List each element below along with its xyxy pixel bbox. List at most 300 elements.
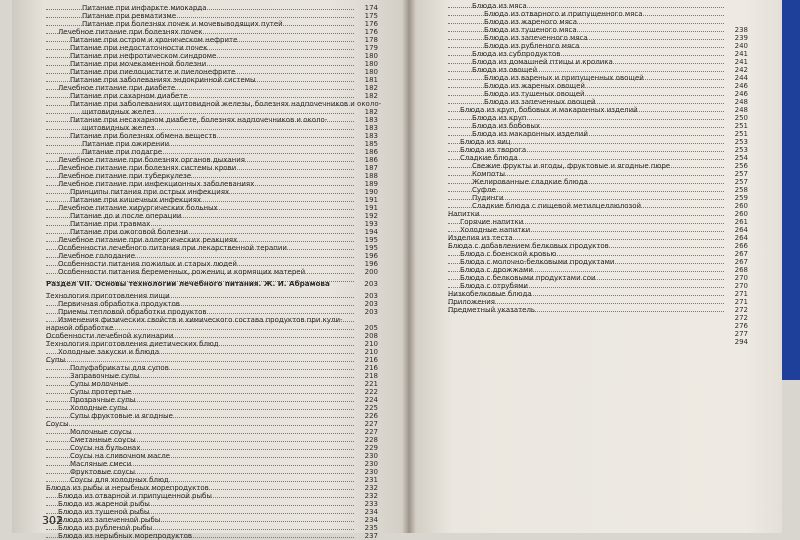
toc-entry-title: Питание при сахарном диабете (70, 92, 188, 100)
toc-entry (448, 82, 748, 90)
toc-entry-page: 264 (734, 226, 748, 234)
toc-entry-page: 191 (364, 196, 378, 204)
toc-entry (46, 332, 378, 340)
toc-entry (448, 106, 748, 114)
toc-entry (46, 292, 378, 300)
toc-entry-page: 258 (734, 186, 748, 194)
toc-entry-title: Питание при ожоговой болезни (70, 228, 188, 236)
toc-entry-page: 234 (364, 508, 378, 516)
toc-entry (46, 60, 378, 68)
toc-entry-page: 270 (734, 282, 748, 290)
toc-entry (46, 220, 378, 228)
toc-entry-title: Блюда с добавлением белковых продуктов (448, 242, 609, 250)
toc-entry (46, 364, 378, 372)
toc-entry-page: 176 (364, 20, 378, 28)
toc-entry-title: Блюда из домашней птицы и кролика (472, 58, 613, 66)
toc-entry-title: Питание при остром и хроническом нефрите (70, 36, 238, 44)
toc-entry-page: 272 (734, 314, 748, 322)
toc-entry-page: 175 (364, 12, 378, 20)
toc-entry (448, 338, 748, 346)
toc-entry-page: 225 (364, 404, 378, 412)
toc-entry-title: Сладкие блюда (460, 154, 518, 162)
toc-entry-title: Заправочные супы (70, 372, 140, 380)
toc-entry-title: Лечебное питание при болезнях почек (58, 28, 203, 36)
toc-entry (448, 42, 748, 50)
toc-entry-title: Блюда из рыбы и нерыбных морепродуктов (46, 484, 209, 492)
toc-entry (46, 188, 378, 196)
toc-entry-title: Питание при мочекаменной болезни (70, 60, 207, 68)
toc-entry-title: Питание при несахарном диабете, болезнях надпочечников и около- (70, 116, 328, 124)
toc-entry (448, 322, 748, 330)
toc-entry (448, 146, 748, 154)
toc-entry-title: Блюда из творога (460, 146, 527, 154)
toc-entry-page: 244 (734, 74, 748, 82)
toc-entry (448, 130, 748, 138)
toc-entry-title: Блюда с белковыми продуктами сои (460, 274, 596, 282)
toc-entry (46, 140, 378, 148)
toc-entry-title: Блюда из бобовых (472, 122, 541, 130)
toc-entry (448, 250, 748, 258)
toc-entry (448, 226, 748, 234)
toc-entry (46, 300, 378, 308)
toc-entry (448, 154, 748, 162)
toc-entry (46, 124, 378, 132)
toc-entry (46, 388, 378, 396)
toc-entry-title: Холодные напитки (460, 226, 531, 234)
toc-entry-title: Напитки (448, 210, 480, 218)
toc-entry-title: Блюда из запеченных овощей (484, 98, 596, 106)
toc-entry-title: Лечебное питание при болезнях органов дыхания (58, 156, 245, 164)
toc-entry-page: 216 (364, 364, 378, 372)
toc-entry-title: нарной обработке (46, 324, 114, 332)
toc-entry-title: Блюда из рубленого мяса (484, 42, 580, 50)
toc-entry-title: Супы (46, 356, 66, 364)
toc-entry (46, 68, 378, 76)
toc-entry (448, 258, 748, 266)
toc-entry (46, 228, 378, 236)
toc-entry-page: 230 (364, 452, 378, 460)
toc-entry-page: 195 (364, 236, 378, 244)
toc-entry-page: 238 (734, 26, 748, 34)
toc-entry (46, 500, 378, 508)
toc-entry-page: 174 (364, 4, 378, 12)
toc-entry-title: Блюда из жареной рыбы (58, 500, 150, 508)
toc-entry-title: Блюда из мяса (472, 2, 527, 10)
toc-entry-title: Блюда из субпродуктов (472, 50, 561, 58)
toc-entry-page: 191 (364, 204, 378, 212)
toc-entry-page: 253 (734, 138, 748, 146)
toc-entry-page: 183 (364, 132, 378, 140)
toc-entry-page: 189 (364, 180, 378, 188)
toc-entry-title: Блюда из макаронных изделий (472, 130, 588, 138)
toc-entry-page: 260 (734, 202, 748, 210)
toc-entry-page: 277 (734, 330, 748, 338)
toc-entry-title: Соусы (46, 420, 69, 428)
toc-entry (448, 298, 748, 306)
leader-dots (448, 215, 724, 216)
toc-entry (46, 420, 378, 428)
toc-entry (448, 74, 748, 82)
toc-entry-title: Технология приготовления пищи (46, 292, 170, 300)
toc-entry-page: 182 (364, 108, 378, 116)
toc-entry (448, 50, 748, 58)
toc-entry-title: Раздел VII. Основы технологии лечебного питания. Ж. И. Абрамова (46, 279, 330, 288)
toc-entry-page: 196 (364, 260, 378, 268)
toc-entry (46, 260, 378, 268)
toc-entry-title: Питание при болезнях обмена веществ (70, 132, 217, 140)
toc-entry-title: Холодные супы (70, 404, 128, 412)
toc-entry-title: Масляные смеси (70, 460, 132, 468)
toc-entry-title: Блюда из отварной и припущенной рыбы (58, 492, 212, 500)
toc-entry-page: 208 (364, 332, 378, 340)
toc-entry (448, 210, 748, 218)
toc-entry-title: Питание при нефротическом синдроме (70, 52, 217, 60)
toc-entry-title: Холодные закуски и блюда (58, 348, 160, 356)
toc-entry-title: Пудинги (472, 194, 504, 202)
toc-entry-page: 267 (734, 250, 748, 258)
toc-entry-page: 185 (364, 140, 378, 148)
toc-entry (46, 108, 378, 116)
toc-entry (46, 308, 378, 316)
toc-entry (448, 330, 748, 338)
toc-entry (46, 404, 378, 412)
toc-entry-page: 230 (364, 468, 378, 476)
toc-entry-title: Полуфабрикаты для супов (70, 364, 169, 372)
toc-entry (448, 10, 748, 18)
toc-entry (46, 132, 378, 140)
toc-entry (46, 356, 378, 364)
toc-entry-title: Особенности лечебной кулинарии (46, 332, 174, 340)
toc-entry-page: 276 (734, 322, 748, 330)
toc-entry (448, 26, 748, 34)
toc-entry-page: 180 (364, 68, 378, 76)
toc-entry (448, 290, 748, 298)
toc-entry-page: 271 (734, 290, 748, 298)
toc-entry-page: 200 (364, 268, 378, 276)
toc-entry-title: Питание до и после операции (70, 212, 182, 220)
page-number: 302 (42, 514, 63, 527)
toc-entry-page: 180 (364, 60, 378, 68)
toc-entry-title: Блюда с отрубями (460, 282, 528, 290)
toc-entry-page: 224 (364, 396, 378, 404)
toc-entry (448, 58, 748, 66)
toc-entry (46, 268, 378, 276)
toc-entry (448, 202, 748, 210)
toc-entry-page: 232 (364, 492, 378, 500)
toc-entry-title: Лечебное питание при болезнях системы крови (58, 164, 237, 172)
toc-entry-title: Питание при инфаркте миокарда (82, 4, 207, 12)
toc-entry (448, 234, 748, 242)
toc-entry (46, 436, 378, 444)
toc-entry-title: Молочные соусы (70, 428, 132, 436)
toc-entry-title: Блюда из яиц (460, 138, 511, 146)
book-gutter (402, 0, 416, 533)
toc-entry (46, 316, 378, 324)
toc-entry-title: Лечебное питание при инфекционных заболеваниях (58, 180, 255, 188)
toc-entry-title: Блюда из тушеного мяса (484, 26, 577, 34)
toc-entry-title: Питание при заболеваниях эндокринной системы (70, 76, 256, 84)
toc-entry (46, 164, 378, 172)
toc-entry-page: 241 (734, 50, 748, 58)
toc-entry-page: 272 (734, 306, 748, 314)
toc-entry-title: Супы протертые (70, 388, 132, 396)
toc-entry (46, 492, 378, 500)
toc-entry (46, 212, 378, 220)
toc-entry-title: Питание при пиелоцистите и пиелонефрите (70, 68, 236, 76)
toc-entry-title: Блюда из запеченной рыбы (58, 516, 161, 524)
toc-entry-page: 256 (734, 162, 748, 170)
toc-entry-page: 233 (364, 500, 378, 508)
toc-entry-page: 232 (364, 484, 378, 492)
toc-entry (448, 178, 748, 186)
toc-entry (46, 532, 378, 540)
toc-entry-page: 229 (364, 444, 378, 452)
toc-entry-title: Технология приготовления диетических блюд (46, 340, 219, 348)
toc-entry-page: 186 (364, 156, 378, 164)
toc-entry (46, 20, 378, 28)
toc-entry (46, 156, 378, 164)
toc-entry (46, 428, 378, 436)
toc-entry (448, 218, 748, 226)
toc-entry (448, 2, 748, 10)
toc-entry-page: 176 (364, 28, 378, 36)
toc-entry-title: Лечебное голодание (58, 252, 135, 260)
toc-entry-page: 221 (364, 380, 378, 388)
toc-entry-title: Питание при ревматизме (82, 12, 177, 20)
toc-entry-title: Супы молочные (70, 380, 129, 388)
toc-entry-title: Приложения (448, 298, 495, 306)
toc-entry-title: Низкобелковые блюда (448, 290, 532, 298)
toc-entry (46, 252, 378, 260)
toc-entry-page: 182 (364, 84, 378, 92)
toc-entry-page: 187 (364, 164, 378, 172)
toc-entry (46, 172, 378, 180)
toc-entry-title: Соусы на бульонах (70, 444, 141, 452)
toc-entry-page: 257 (734, 178, 748, 186)
toc-entry-page: 183 (364, 116, 378, 124)
leader-dots (46, 361, 354, 362)
toc-entry-page: 190 (364, 188, 378, 196)
toc-entry-page: 183 (364, 124, 378, 132)
toc-entry (448, 274, 748, 282)
toc-entry (448, 306, 748, 314)
toc-entry (46, 36, 378, 44)
toc-entry-page: 210 (364, 340, 378, 348)
toc-entry-page: 195 (364, 244, 378, 252)
toc-entry-title: Изделия из теста (448, 234, 513, 242)
toc-entry-page: 253 (734, 146, 748, 154)
toc-entry (46, 396, 378, 404)
toc-entry-title: Желированные сладкие блюда (472, 178, 588, 186)
toc-entry-page: 239 (734, 34, 748, 42)
toc-entry (448, 194, 748, 202)
toc-entry-title: Питание при травмах (70, 220, 151, 228)
toc-entry (46, 476, 378, 484)
toc-entry-page: 210 (364, 348, 378, 356)
toc-entry (448, 266, 748, 274)
toc-entry (448, 34, 748, 42)
toc-entry-page: 179 (364, 44, 378, 52)
toc-entry-title: Приемы тепловой обработки продуктов (58, 308, 207, 316)
toc-entry-title: Лечебное питание при аллергических реакциях (58, 236, 238, 244)
toc-entry-title: Особенности лечебного питания при лекарственной терапии (58, 244, 287, 252)
toc-entry-page: 227 (364, 428, 378, 436)
toc-entry-page: 271 (734, 298, 748, 306)
toc-entry-page: 230 (364, 460, 378, 468)
toc-entry-page: 235 (364, 524, 378, 532)
toc-entry-page: 246 (734, 82, 748, 90)
toc-entry (448, 162, 748, 170)
toc-entry (46, 444, 378, 452)
toc-entry-page: 246 (734, 90, 748, 98)
toc-entry-title: щитовидных желез (82, 124, 155, 132)
toc-entry-page: 178 (364, 36, 378, 44)
toc-entry-page: 251 (734, 122, 748, 130)
toc-entry-page: 228 (364, 436, 378, 444)
toc-entry-page: 218 (364, 372, 378, 380)
toc-entry-page: 222 (364, 388, 378, 396)
toc-entry-title: Блюда из тушеных овощей (484, 90, 585, 98)
toc-entry-page: 231 (364, 476, 378, 484)
toc-entry-title: Питание при подагре (82, 148, 163, 156)
toc-entry (46, 508, 378, 516)
toc-right (448, 2, 748, 346)
toc-entry (46, 340, 378, 348)
toc-entry-page: 196 (364, 252, 378, 260)
toc-entry (46, 244, 378, 252)
toc-entry (46, 460, 378, 468)
toc-entry-title: Блюда из нерыбных морепродуктов (58, 532, 192, 540)
toc-entry-title: Изменения физических свойств и химического состава продуктов при кули- (58, 316, 343, 324)
toc-entry (46, 76, 378, 84)
toc-entry-page: 188 (364, 172, 378, 180)
toc-entry-title: Питание при ожирении (82, 140, 170, 148)
toc-entry-title: Блюда из овощей (472, 66, 538, 74)
toc-entry (46, 372, 378, 380)
left-page (12, 0, 408, 540)
toc-entry (46, 28, 378, 36)
toc-entry (448, 122, 748, 130)
toc-left (46, 4, 382, 540)
toc-entry-page: 251 (734, 130, 748, 138)
toc-entry-page: 240 (734, 42, 748, 50)
toc-entry (448, 138, 748, 146)
toc-entry-title: Блюда с дрожжами (460, 266, 533, 274)
toc-entry-page: 242 (734, 66, 748, 74)
toc-entry-page: 248 (734, 98, 748, 106)
toc-entry-page: 181 (364, 76, 378, 84)
toc-entry-title: Соусы на сливочном масле (70, 452, 170, 460)
toc-entry-page: 194 (364, 228, 378, 236)
toc-entry (46, 412, 378, 420)
toc-entry (46, 12, 378, 20)
toc-entry-page: 216 (364, 356, 378, 364)
toc-entry-page: 268 (734, 266, 748, 274)
toc-entry-page: 266 (734, 242, 748, 250)
toc-entry-title: Питание при недостаточности почек (70, 44, 208, 52)
toc-entry-page: 203 (364, 292, 378, 300)
toc-entry-title: Особенности питания пожилых и старых людей (58, 260, 237, 268)
toc-entry (46, 324, 378, 332)
toc-entry (46, 276, 378, 292)
toc-entry-page: 264 (734, 234, 748, 242)
toc-entry-title: Супы фруктовые и ягодные (70, 412, 173, 420)
toc-entry-page: 237 (364, 532, 378, 540)
toc-entry-title: Блюда из тушеной рыбы (58, 508, 150, 516)
toc-entry-page: 203 (364, 300, 378, 308)
toc-entry (46, 380, 378, 388)
toc-entry (448, 66, 748, 74)
toc-entry-page: 270 (734, 274, 748, 282)
toc-entry (46, 180, 378, 188)
book-spread (12, 0, 782, 540)
toc-entry-title: Принципы питания при острых инфекциях (70, 188, 230, 196)
toc-entry-title: Предметный указатель (448, 306, 536, 314)
toc-entry (448, 98, 748, 106)
toc-entry-title: Лечебное питание при диабете (58, 84, 176, 92)
toc-entry-title: Фруктовые соусы (70, 468, 136, 476)
toc-entry (448, 18, 748, 26)
toc-entry (448, 90, 748, 98)
toc-entry-title: Блюда из круп (472, 114, 527, 122)
toc-entry (46, 484, 378, 492)
toc-entry-page: 257 (734, 170, 748, 178)
toc-entry (46, 348, 378, 356)
toc-entry (46, 452, 378, 460)
toc-entry (46, 468, 378, 476)
toc-entry (448, 314, 748, 322)
toc-entry-title: Первичная обработка продуктов (58, 300, 180, 308)
toc-entry-title: Сметанные соусы (70, 436, 136, 444)
toc-entry-page: 261 (734, 218, 748, 226)
toc-entry-page: 234 (364, 516, 378, 524)
toc-entry (46, 196, 378, 204)
toc-entry-title: Особенности питания беременных, рожениц и кормящих матерей (58, 268, 306, 276)
toc-entry-title: Горячие напитки (460, 218, 524, 226)
toc-entry-page: 180 (364, 52, 378, 60)
toc-entry-page: 248 (734, 106, 748, 114)
toc-entry (46, 84, 378, 92)
toc-entry-page: 254 (734, 154, 748, 162)
toc-entry-page: 186 (364, 148, 378, 156)
toc-entry (46, 116, 378, 124)
toc-entry-title: Блюда с боенской кровью (460, 250, 557, 258)
toc-entry (46, 52, 378, 60)
toc-entry-title: Питание при болезнях почек и мочевыводящих путей (82, 20, 283, 28)
toc-entry-page: 259 (734, 194, 748, 202)
toc-entry-title: Соусы для холодных блюд (70, 476, 169, 484)
toc-entry-title: Сладкие блюда с пищевой метилцеллюлозой (472, 202, 642, 210)
toc-entry-title: щитовидных желез (82, 108, 155, 116)
toc-entry-title: Прозрачные супы (70, 396, 136, 404)
toc-entry (448, 170, 748, 178)
toc-entry-page: 205 (364, 324, 378, 332)
toc-entry-page: 241 (734, 58, 748, 66)
toc-entry-page: 182 (364, 92, 378, 100)
toc-entry (46, 4, 378, 12)
leader-dots (46, 425, 354, 426)
toc-entry (46, 524, 378, 532)
toc-entry-page: 192 (364, 212, 378, 220)
right-page (408, 0, 782, 533)
toc-entry (46, 148, 378, 156)
toc-entry-title: Блюда из круп, бобовых и макаронных изделий (460, 106, 638, 114)
toc-entry (46, 236, 378, 244)
toc-entry-title: Лечебное питание при туберкулезе (58, 172, 192, 180)
toc-entry-page: 203 (364, 308, 378, 316)
toc-entry-title: Блюда из вареных и припущенных овощей (484, 74, 644, 82)
toc-entry-title: Лечебное питание хирургических больных (58, 204, 218, 212)
